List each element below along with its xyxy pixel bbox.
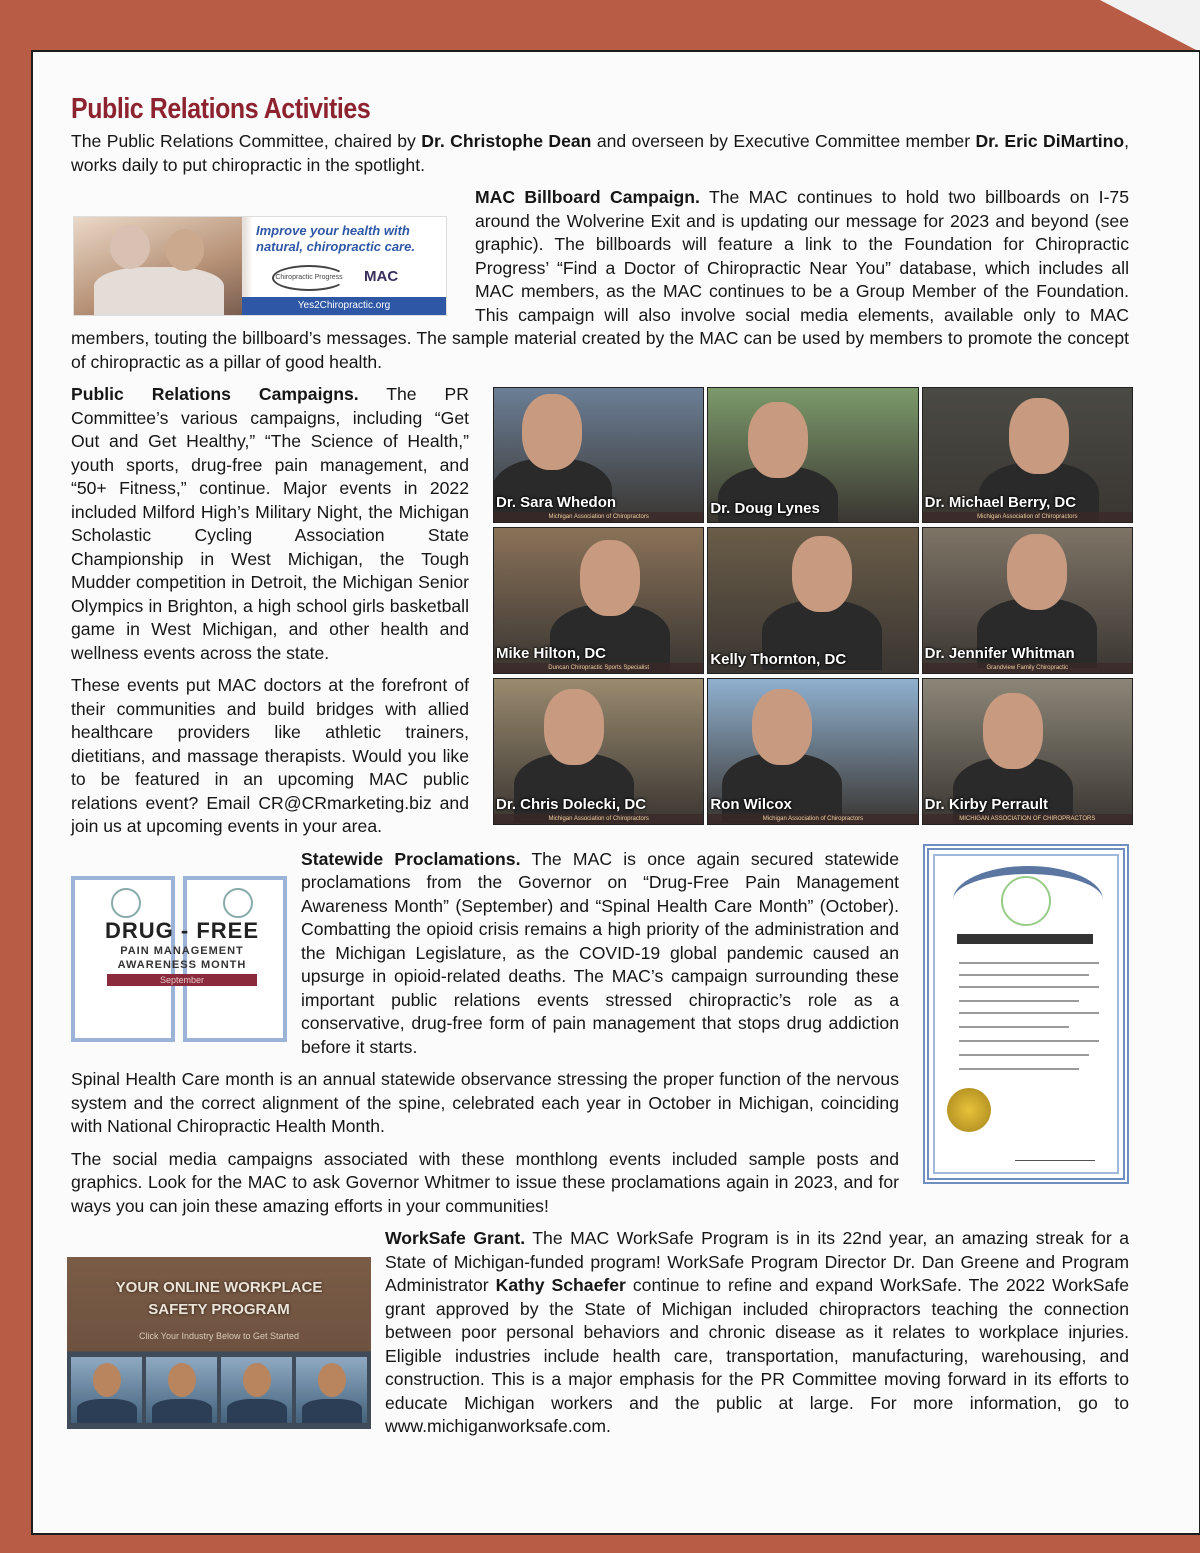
video-subcaption: Michigan Association of Chiropractors	[494, 814, 703, 824]
spinal-health-paragraph: Spinal Health Care month is an annual statewide observance stressing the proper function of the nervous system and the correct alignment of the spine, celebrated each year in October in Michigan, coinciding with National Chiropractic Health Month.	[71, 1069, 899, 1136]
video-caption: Kelly Thornton, DC	[710, 651, 847, 668]
month-label: September	[107, 974, 257, 986]
proclamations-text: The MAC is once again secured statewide proclamations from the Governor on “Drug-Free Pain Management Awareness Month” (September) and “Spinal Health Care Month” (October). Combatting the opioid crisis remains a high priority of the administration and the Michigan Legislature, as the COVID-19 global pandemic caused an upsurge in opioid-related deaths. The MAC’s campaign surrounding these important public relations events stressed chiropractic’s role as a conservative, drug-free form of pain management that stops drug addiction before it starts.	[301, 848, 899, 1057]
video-still	[493, 527, 704, 674]
video-still	[707, 527, 918, 674]
worksafe-graphic-subtitle: Click Your Industry Below to Get Started	[138, 1331, 300, 1341]
video-caption: Dr. Doug Lynes	[710, 500, 820, 517]
intro-text-3: , works daily to put chiropractic in the spotlight.	[71, 131, 1130, 175]
administrator-name: Kathy Schaefer	[495, 1275, 626, 1295]
intro-text-2: and overseen by Executive Committee member	[591, 131, 976, 151]
pain-management-label: PAIN MANAGEMENT	[120, 944, 244, 957]
worker-photos	[71, 1357, 367, 1423]
awareness-month-label: AWARENESS MONTH	[117, 958, 247, 971]
video-still	[922, 387, 1133, 523]
video-still	[922, 678, 1133, 825]
mac-logo: MAC	[364, 268, 399, 285]
page-panel	[31, 50, 1200, 1535]
billboard-logos	[272, 265, 432, 287]
chiropractic-progress-logo: Chiropractic Progress	[272, 265, 346, 291]
worksafe-text-1: The MAC WorkSafe Program is in its 22nd year, an amazing streak for a State of Michigan-funded program! WorkSafe Program Director Dr. Dan Greene and Program Administrator	[385, 1228, 1130, 1295]
social-media-paragraph: The social media campaigns associated with these monthlong events included sample posts and graphics. Look for the MAC to ask Governor Whitmer to issue these proclamations again in 2023, and for ways you can join these amazing efforts in your communities!	[71, 1148, 899, 1216]
worksafe-graphic	[67, 1257, 371, 1429]
billboard-heading: MAC Billboard Campaign.	[475, 187, 700, 207]
page-corner-fold	[1100, 0, 1200, 52]
video-still	[922, 527, 1133, 674]
drug-free-certificates	[71, 876, 293, 1046]
chair-name: Dr. Christophe Dean	[421, 131, 592, 151]
state-seal-icon	[1001, 876, 1051, 926]
video-caption: Ron Wilcox	[710, 796, 792, 813]
drug-free-banner	[71, 918, 293, 986]
intro-text-1: The Public Relations Committee, chaired by	[71, 131, 422, 151]
video-still	[493, 678, 704, 825]
video-still-grid	[493, 387, 1133, 825]
video-still	[707, 387, 918, 523]
video-caption: Dr. Jennifer Whitman	[924, 645, 1075, 662]
signature-line	[1015, 1150, 1095, 1161]
proclamations-heading: Statewide Proclamations.	[301, 848, 521, 869]
billboard-graphic	[73, 216, 447, 316]
gold-seal-icon	[947, 1088, 991, 1132]
video-caption: Dr. Kirby Perrault	[924, 796, 1049, 813]
pr-campaigns-text: The PR Committee’s various campaigns, including “Get Out and Get Healthy,” “The Science of Health,” youth sports, drug-free pain management, and “50+ Fitness,” continue. Major events in 2022 included Milford High’s Military Night, the Michigan Scholastic Cycling Association State Championship in West Michigan, the Tough Mudder competition in Detroit, the Michigan Senior Olympics in Brighton, a high school girls basketball game in West Michigan, and other health and wellness events across the state.	[71, 384, 469, 663]
video-caption: Dr. Chris Dolecki, DC	[496, 796, 647, 813]
billboard-slogan: Improve your health with natural, chiropractic care.	[256, 223, 415, 254]
video-caption: Dr. Sara Whedon	[496, 494, 617, 511]
intro-paragraph	[71, 130, 1129, 177]
worksafe-text-2: continue to refine and expand WorkSafe. The 2022 WorkSafe grant approved by the State of Michigan included chiropractors teaching the connection between poor personal behaviors and chronic disease as it relates to workplace injuries. Eligible industries include health care, transportation, manufacturing, warehousing, and construction. This is a major emphasis for the PR Committee moving forward in its efforts to educate Michigan workers and the public at large. For more information, go to www.michiganworksafe.com.	[385, 1275, 1129, 1436]
video-still	[493, 387, 704, 523]
video-caption: Mike Hilton, DC	[496, 645, 607, 662]
worksafe-graphic-title: YOUR ONLINE WORKPLACE SAFETY PROGRAM	[115, 1279, 323, 1318]
member-name: Dr. Eric DiMartino	[975, 131, 1125, 151]
executive-declaration-band	[957, 934, 1093, 944]
video-subcaption: Michigan Association of Chiropractors	[708, 814, 917, 824]
video-subcaption: MICHIGAN ASSOCIATION OF CHIROPRACTORS	[923, 814, 1132, 824]
pr-campaigns-heading: Public Relations Campaigns.	[71, 384, 359, 404]
video-still	[707, 678, 918, 825]
family-photo	[74, 217, 242, 315]
video-subcaption: Grandview Family Chiropractic	[923, 663, 1132, 673]
billboard-url: Yes2Chiropractic.org	[242, 297, 446, 315]
video-subcaption: Michigan Association of Chiropractors	[923, 512, 1132, 522]
page-title: Public Relations Activities	[71, 93, 371, 125]
proclamation-certificate	[923, 844, 1129, 1184]
pr-events-paragraph: These events put MAC doctors at the forefront of their communities and build bridges with allied healthcare providers like athletic trainers, dietitians, and massage therapists. Would you like to be featured in an upcoming MAC public relations event? Email CR@CRmarketing.biz and join us at upcoming events in your area.	[71, 675, 469, 836]
video-subcaption: Duncan Chiropractic Sports Specialist	[494, 663, 703, 673]
article	[71, 92, 1129, 1448]
drug-free-title: DRUG - FREE	[105, 917, 259, 943]
billboard-text: The MAC continues to hold two billboards on I-75 around the Wolverine Exit and is updating our message for 2023 and beyond (see graphic). The billboards will feature a link to the Foundation for Chiropractic Progress’ “Find a Doctor of Chiropractic Near You” database, which includes all MAC members, as the MAC continues to be a Group Member of the Foundation. This campaign will also involve social media elements, available only to MAC members, touting the billboard’s messages. The sample material created by the MAC can be used by members to promote the concept of chiropractic as a pillar of good health.	[71, 187, 1129, 372]
video-caption: Dr. Michael Berry, DC	[924, 494, 1077, 511]
video-subcaption: Michigan Association of Chiropractors	[494, 512, 703, 522]
worksafe-heading: WorkSafe Grant.	[385, 1228, 526, 1248]
